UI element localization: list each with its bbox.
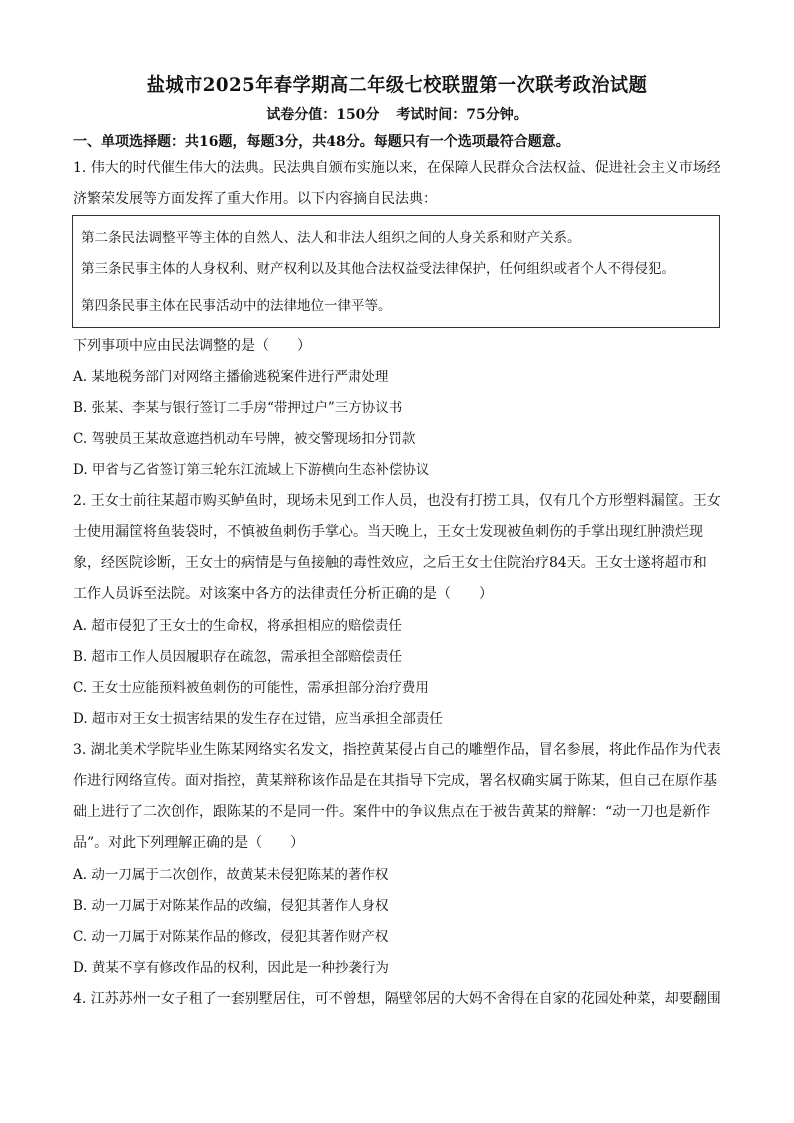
q2-option-c[interactable]: C. 王女士应能预料被鱼刺伤的可能性，需承担部分治疗费用 <box>73 680 429 696</box>
section-heading: 一、单项选择题：共16题，每题3分，共48分。每题只有一个选项最符合题意。 <box>73 134 570 150</box>
q1-stem-line-1: 1. 伟大的时代催生伟大的法典。民法典自颁布实施以来，在保障人民群众合法权益、促进社会主义市场经 <box>73 160 721 176</box>
excerpt-article-4: 第四条民事主体在民事活动中的法律地位一律平等。 <box>81 298 392 314</box>
excerpt-article-2: 第二条民法调整平等主体的自然人、法人和非法人组织之间的人身关系和财产关系。 <box>81 230 581 246</box>
q1-question: 下列事项中应由民法调整的是（ ） <box>73 338 311 354</box>
q2-option-b[interactable]: B. 超市工作人员因履职存在疏忽，需承担全部赔偿责任 <box>73 649 403 665</box>
civil-code-excerpt-box <box>72 215 720 328</box>
q1-option-a[interactable]: A. 某地税务部门对网络主播偷逃税案件进行严肃处理 <box>73 369 389 385</box>
q1-option-d[interactable]: D. 甲省与乙省签订第三轮东江流域上下游横向生态补偿协议 <box>73 462 430 478</box>
q3-option-d[interactable]: D. 黄某不享有修改作品的权利，因此是一种抄袭行为 <box>73 960 389 976</box>
score-info: 试卷分值：150分 <box>266 107 380 123</box>
q2-option-d[interactable]: D. 超市对王女士损害结果的发生存在过错，应当承担全部责任 <box>73 711 443 727</box>
exam-subtitle <box>0 104 794 124</box>
q3-option-a[interactable]: A. 动一刀属于二次创作，故黄某未侵犯陈某的著作权 <box>73 867 389 883</box>
exam-title: 盐城市2025年春学期高二年级七校联盟第一次联考政治试题 <box>146 74 648 96</box>
q4-stem-line-1: 4. 江苏苏州一女子租了一套别墅居住，可不曾想，隔壁邻居的大妈不舍得在自家的花园处种菜，却要翻围 <box>73 991 721 1007</box>
q2-stem-line-2: 士使用漏筐将鱼装袋时，不慎被鱼刺伤手掌心。当天晚上，王女士发现被鱼刺伤的手掌出现红肿溃烂现 <box>73 524 703 540</box>
time-info: 考试时间：75分钟。 <box>396 107 528 123</box>
q1-option-b[interactable]: B. 张某、李某与银行签订二手房“带押过户”三方协议书 <box>73 400 403 416</box>
q3-stem-line-4: 品”。对此下列理解正确的是（ ） <box>73 835 305 851</box>
excerpt-article-3: 第三条民事主体的人身权利、财产权利以及其他合法权益受法律保护，任何组织或者个人不得侵犯。 <box>81 261 675 277</box>
q2-stem-line-4: 工作人员诉至法院。对该案中各方的法律责任分析正确的是（ ） <box>73 586 493 602</box>
q2-stem-line-1: 2. 王女士前往某超市购买鲈鱼时，现场未见到工作人员，也没有打捞工具，仅有几个方形塑料漏筐。王女 <box>73 493 721 509</box>
q3-stem-line-1: 3. 湖北美术学院毕业生陈某网络实名发文，指控黄某侵占自己的雕塑作品，冒名参展，将此作品作为代表 <box>73 742 721 758</box>
q2-option-a[interactable]: A. 超市侵犯了王女士的生命权，将承担相应的赔偿责任 <box>73 618 402 634</box>
q1-option-c[interactable]: C. 驾驶员王某故意遮挡机动车号牌，被交警现场扣分罚款 <box>73 431 416 447</box>
q2-stem-line-3: 象，经医院诊断，王女士的病情是与鱼接触的毒性效应，之后王女士住院治疗84天。王女士遂将超市和 <box>73 555 707 571</box>
q3-stem-line-3: 础上进行了二次创作，跟陈某的不是同一件。案件中的争议焦点在于被告黄某的辩解：“动一刀也是新作 <box>73 804 711 820</box>
q1-stem-line-2: 济繁荣发展等方面发挥了重大作用。以下内容摘自民法典： <box>73 191 437 207</box>
q3-stem-line-2: 作进行网络宣传。面对指控，黄某辩称该作品是在其指导下完成，署名权确实属于陈某，但自己在原作基 <box>73 773 717 789</box>
q3-option-b[interactable]: B. 动一刀属于对陈某作品的改编，侵犯其著作人身权 <box>73 898 389 914</box>
q3-option-c[interactable]: C. 动一刀属于对陈某作品的修改，侵犯其著作财产权 <box>73 929 389 945</box>
